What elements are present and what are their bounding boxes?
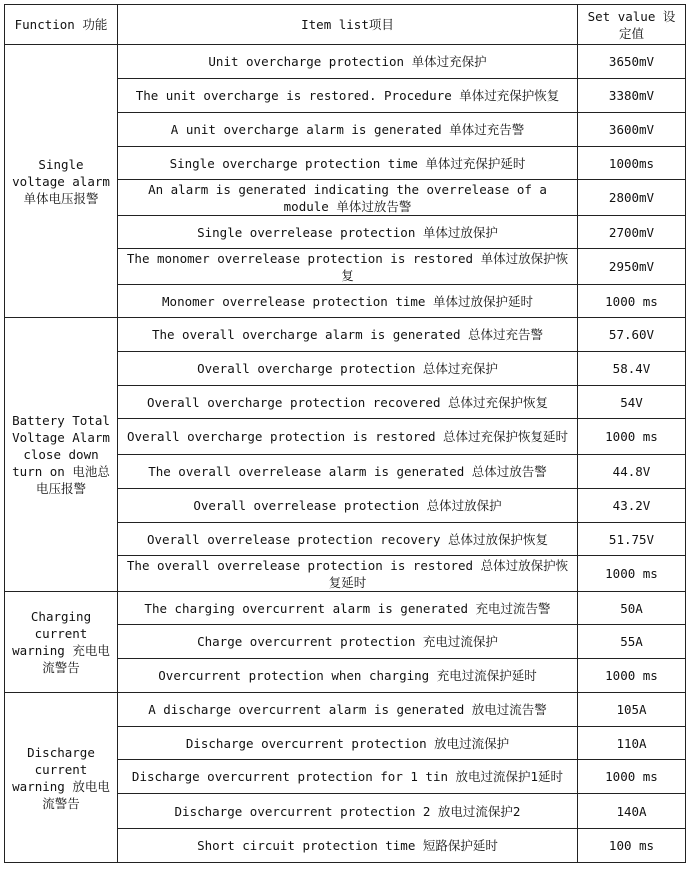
header-value: Set value 设定值	[578, 5, 686, 45]
value-cell: 57.60V	[578, 318, 686, 352]
item-cell: Short circuit protection time 短路保护延时	[118, 829, 578, 863]
item-cell: The unit overcharge is restored. Procedure 单体过充保护恢复	[118, 79, 578, 113]
function-battery-total-voltage-alarm: Battery Total Voltage Alarm close down turn on 电池总电压报警	[5, 318, 118, 592]
item-cell: Overall overcharge protection 总体过充保护	[118, 352, 578, 386]
table-row	[5, 45, 686, 79]
value-cell: 2700mV	[578, 216, 686, 249]
item-cell: A unit overcharge alarm is generated 单体过充告警	[118, 113, 578, 147]
item-cell: Single overrelease protection 单体过放保护	[118, 216, 578, 249]
item-cell: An alarm is generated indicating the overrelease of a module 单体过放告警	[118, 180, 578, 216]
value-cell: 58.4V	[578, 352, 686, 386]
value-cell: 1000ms	[578, 147, 686, 180]
table-row	[5, 318, 686, 352]
value-cell: 1000 ms	[578, 760, 686, 794]
value-cell: 1000 ms	[578, 285, 686, 318]
value-cell: 1000 ms	[578, 556, 686, 592]
item-cell: The overall overcharge alarm is generated 总体过充告警	[118, 318, 578, 352]
header-item: Item list项目	[118, 5, 578, 45]
item-cell: A discharge overcurrent alarm is generated 放电过流告警	[118, 693, 578, 727]
value-cell: 43.2V	[578, 489, 686, 523]
item-cell: Overall overcharge protection is restored 总体过充保护恢复延时	[118, 419, 578, 455]
value-cell: 140A	[578, 794, 686, 829]
item-cell: Discharge overcurrent protection 2 放电过流保护2	[118, 794, 578, 829]
item-cell: The overall overrelease alarm is generated 总体过放告警	[118, 455, 578, 489]
value-cell: 55A	[578, 625, 686, 659]
value-cell: 3380mV	[578, 79, 686, 113]
value-cell: 3600mV	[578, 113, 686, 147]
header-row	[5, 5, 686, 45]
value-cell: 110A	[578, 727, 686, 760]
item-cell: The charging overcurrent alarm is generated 充电过流告警	[118, 592, 578, 625]
value-cell: 44.8V	[578, 455, 686, 489]
item-cell: Overcurrent protection when charging 充电过流保护延时	[118, 659, 578, 693]
item-cell: The overall overrelease protection is restored 总体过放保护恢复延时	[118, 556, 578, 592]
value-cell: 50A	[578, 592, 686, 625]
value-cell: 1000 ms	[578, 419, 686, 455]
function-discharge-current-warning: Discharge current warning 放电电流警告	[5, 693, 118, 863]
table-row	[5, 693, 686, 727]
header-function: Function 功能	[5, 5, 118, 45]
parameter-table	[4, 4, 686, 863]
item-cell: Discharge overcurrent protection for 1 tin 放电过流保护1延时	[118, 760, 578, 794]
value-cell: 54V	[578, 386, 686, 419]
value-cell: 3650mV	[578, 45, 686, 79]
value-cell: 1000 ms	[578, 659, 686, 693]
function-charging-current-warning: Charging current warning 充电电流警告	[5, 592, 118, 693]
item-cell: The monomer overrelease protection is restored 单体过放保护恢复	[118, 249, 578, 285]
function-single-voltage-alarm: Single voltage alarm 单体电压报警	[5, 45, 118, 318]
item-cell: Discharge overcurrent protection 放电过流保护	[118, 727, 578, 760]
table-row	[5, 592, 686, 625]
value-cell: 2800mV	[578, 180, 686, 216]
value-cell: 105A	[578, 693, 686, 727]
item-cell: Single overcharge protection time 单体过充保护延时	[118, 147, 578, 180]
value-cell: 2950mV	[578, 249, 686, 285]
value-cell: 51.75V	[578, 523, 686, 556]
item-cell: Unit overcharge protection 单体过充保护	[118, 45, 578, 79]
value-cell: 100 ms	[578, 829, 686, 863]
item-cell: Overall overrelease protection 总体过放保护	[118, 489, 578, 523]
item-cell: Monomer overrelease protection time 单体过放保护延时	[118, 285, 578, 318]
item-cell: Charge overcurrent protection 充电过流保护	[118, 625, 578, 659]
item-cell: Overall overcharge protection recovered 总体过充保护恢复	[118, 386, 578, 419]
item-cell: Overall overrelease protection recovery 总体过放保护恢复	[118, 523, 578, 556]
